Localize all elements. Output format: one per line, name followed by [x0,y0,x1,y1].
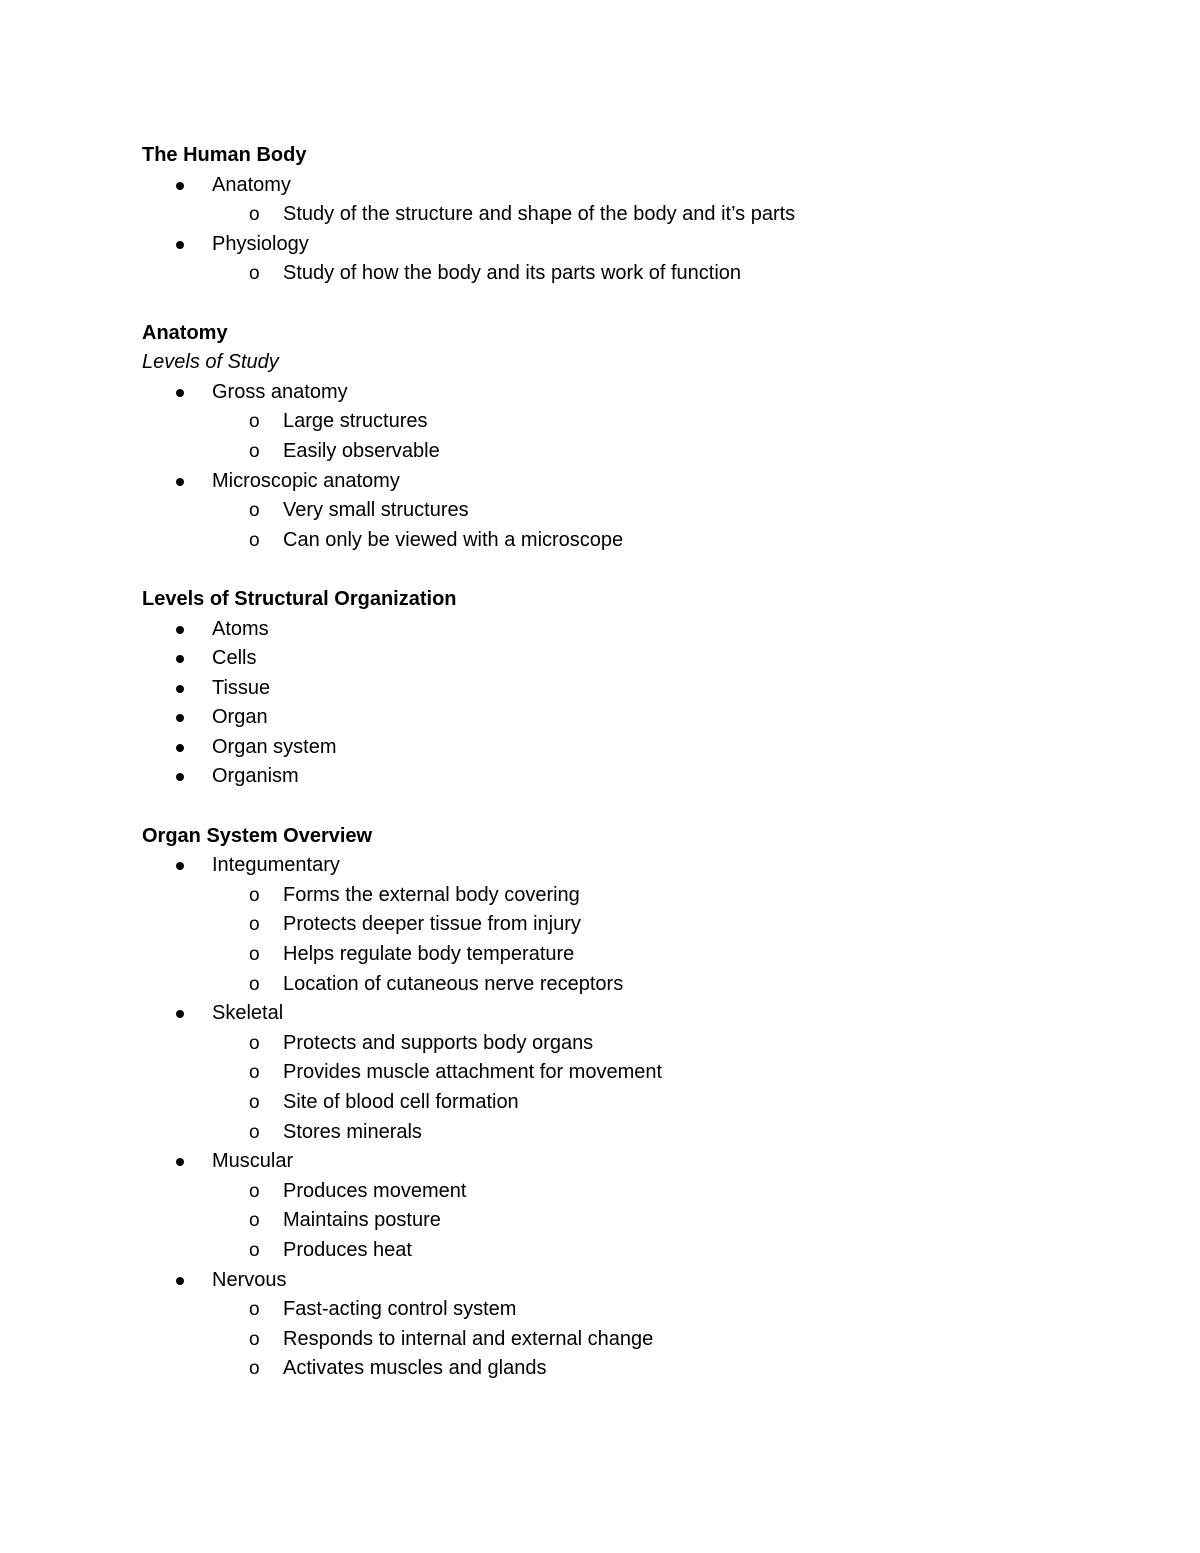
sub-list-item [142,407,1082,437]
sub-list-item-text: Can only be viewed with a microscope [283,528,624,551]
bullet-dot-icon [176,241,184,249]
list-item [142,762,1082,792]
sub-list-item-text: Helps regulate body temperature [283,943,575,966]
sub-list-item-text: Location of cutaneous nerve receptors [283,972,624,995]
section-heading: The Human Body [142,144,307,166]
list-item [142,230,1082,289]
sub-list-item-text: Produces heat [283,1238,412,1261]
sub-list-item [142,1295,1082,1325]
bullet-dot-icon [176,1277,184,1285]
list-item-row [142,762,1082,792]
bullet-dot-icon [176,389,184,397]
hollow-bullet-icon: o [249,1358,260,1380]
list-item-row [142,230,1082,260]
sub-bullet-list [142,496,1082,555]
bullet-dot-icon [176,685,184,693]
sub-list-item [142,526,1082,556]
document-section [142,822,1082,1384]
hollow-bullet-icon: o [249,1121,260,1143]
sub-list-item [142,940,1082,970]
sub-list-item [142,1354,1082,1384]
sub-list-item-text: Study of the structure and shape of the body and it’s parts [283,203,796,226]
bullet-list [142,378,1082,556]
list-item [142,644,1082,674]
list-item-text: Organ [212,706,268,729]
hollow-bullet-icon: o [249,204,260,226]
sub-bullet-list [142,259,1082,289]
sub-list-item-text: Protects and supports body organs [283,1031,594,1054]
sub-list-item-text: Easily observable [283,439,440,462]
sub-bullet-list [142,407,1082,466]
list-item-text: Atoms [212,617,269,640]
list-item [142,999,1082,1147]
list-item-row [142,378,1082,408]
section-heading: Organ System Overview [142,824,373,847]
list-item-text: Skeletal [212,1002,284,1025]
list-item-row [142,467,1082,497]
list-item-row [142,851,1082,881]
list-item-text: Nervous [212,1268,287,1291]
sub-list-item [142,881,1082,911]
bullet-list [142,851,1082,1384]
bullet-dot-icon [176,1010,184,1018]
list-item [142,733,1082,763]
list-item-row [142,733,1082,763]
list-item [142,378,1082,467]
document-section [142,585,1082,792]
sub-bullet-list [142,881,1082,999]
sub-list-item [142,1118,1082,1148]
hollow-bullet-icon: o [249,440,260,462]
section-heading: Anatomy [142,321,228,344]
hollow-bullet-icon: o [249,1180,260,1202]
bullet-dot-icon [176,773,184,781]
section-subheading: Levels of Study [142,351,279,374]
sub-list-item [142,1236,1082,1266]
list-item-row [142,1147,1082,1177]
sub-list-item [142,496,1082,526]
sub-list-item [142,1058,1082,1088]
sub-list-item-text: Responds to internal and external change [283,1327,654,1350]
bullet-dot-icon [176,1158,184,1166]
sub-list-item [142,1029,1082,1059]
hollow-bullet-icon: o [249,263,260,285]
list-item [142,615,1082,645]
list-item-row [142,171,1082,201]
bullet-dot-icon [176,862,184,870]
bullet-list [142,171,1082,289]
hollow-bullet-icon: o [249,973,260,995]
list-item-row [142,1266,1082,1296]
sub-bullet-list [142,1029,1082,1147]
list-item-text: Muscular [212,1150,294,1173]
list-item-text: Organism [212,765,299,788]
sub-bullet-list [142,200,1082,230]
bullet-dot-icon [176,478,184,486]
sub-list-item-text: Very small structures [283,499,469,522]
list-item [142,1266,1082,1384]
list-item-text: Cells [212,647,257,670]
list-item-row [142,999,1082,1029]
list-item [142,851,1082,999]
sub-bullet-list [142,1295,1082,1384]
sub-list-item [142,970,1082,1000]
list-item [142,467,1082,556]
list-item [142,703,1082,733]
hollow-bullet-icon: o [249,1328,260,1350]
sub-list-item-text: Large structures [283,410,428,433]
hollow-bullet-icon: o [249,914,260,936]
list-item-row [142,703,1082,733]
list-item-text: Anatomy [212,173,291,196]
hollow-bullet-icon: o [249,944,260,966]
document-section [142,319,1082,556]
hollow-bullet-icon: o [249,529,260,551]
sub-list-item-text: Activates muscles and glands [283,1357,547,1380]
document-section [142,141,1082,289]
hollow-bullet-icon: o [249,1210,260,1232]
list-item [142,674,1082,704]
sub-list-item [142,910,1082,940]
list-item-row [142,674,1082,704]
sub-list-item [142,1088,1082,1118]
sub-bullet-list [142,1177,1082,1266]
sub-list-item [142,1206,1082,1236]
bullet-list [142,615,1082,793]
sub-list-item-text: Forms the external body covering [283,883,580,906]
section-heading: Levels of Structural Organization [142,587,457,610]
hollow-bullet-icon: o [249,1299,260,1321]
hollow-bullet-icon: o [249,411,260,433]
list-item-text: Integumentary [212,854,340,877]
bullet-dot-icon [176,744,184,752]
list-item-text: Microscopic anatomy [212,469,400,492]
list-item-text: Organ system [212,735,337,758]
bullet-dot-icon [176,626,184,634]
list-item-text: Tissue [212,676,271,699]
sub-list-item [142,259,1082,289]
sub-list-item-text: Study of how the body and its parts work of function [283,262,742,285]
list-item-row [142,615,1082,645]
bullet-dot-icon [176,182,184,190]
document-content [142,141,1082,1384]
sub-list-item [142,437,1082,467]
sub-list-item [142,1177,1082,1207]
bullet-dot-icon [176,655,184,663]
sub-list-item-text: Site of blood cell formation [283,1091,519,1113]
hollow-bullet-icon: o [249,1239,260,1261]
sub-list-item-text: Stores minerals [283,1120,422,1143]
hollow-bullet-icon: o [249,1032,260,1054]
list-item [142,1147,1082,1265]
sub-list-item [142,200,1082,230]
sub-list-item-text: Maintains posture [283,1209,441,1232]
sub-list-item [142,1325,1082,1355]
sub-list-item-text: Produces movement [283,1179,467,1202]
sub-list-item-text: Fast-acting control system [283,1298,517,1321]
hollow-bullet-icon: o [249,884,260,906]
list-item-text: Gross anatomy [212,380,348,403]
list-item-text: Physiology [212,232,309,255]
hollow-bullet-icon: o [249,1092,260,1113]
sub-list-item-text: Protects deeper tissue from injury [283,913,581,936]
bullet-dot-icon [176,714,184,722]
sub-list-item-text: Provides muscle attachment for movement [283,1061,663,1084]
list-item-row [142,644,1082,674]
list-item [142,171,1082,230]
hollow-bullet-icon: o [249,1062,260,1084]
hollow-bullet-icon: o [249,500,260,522]
